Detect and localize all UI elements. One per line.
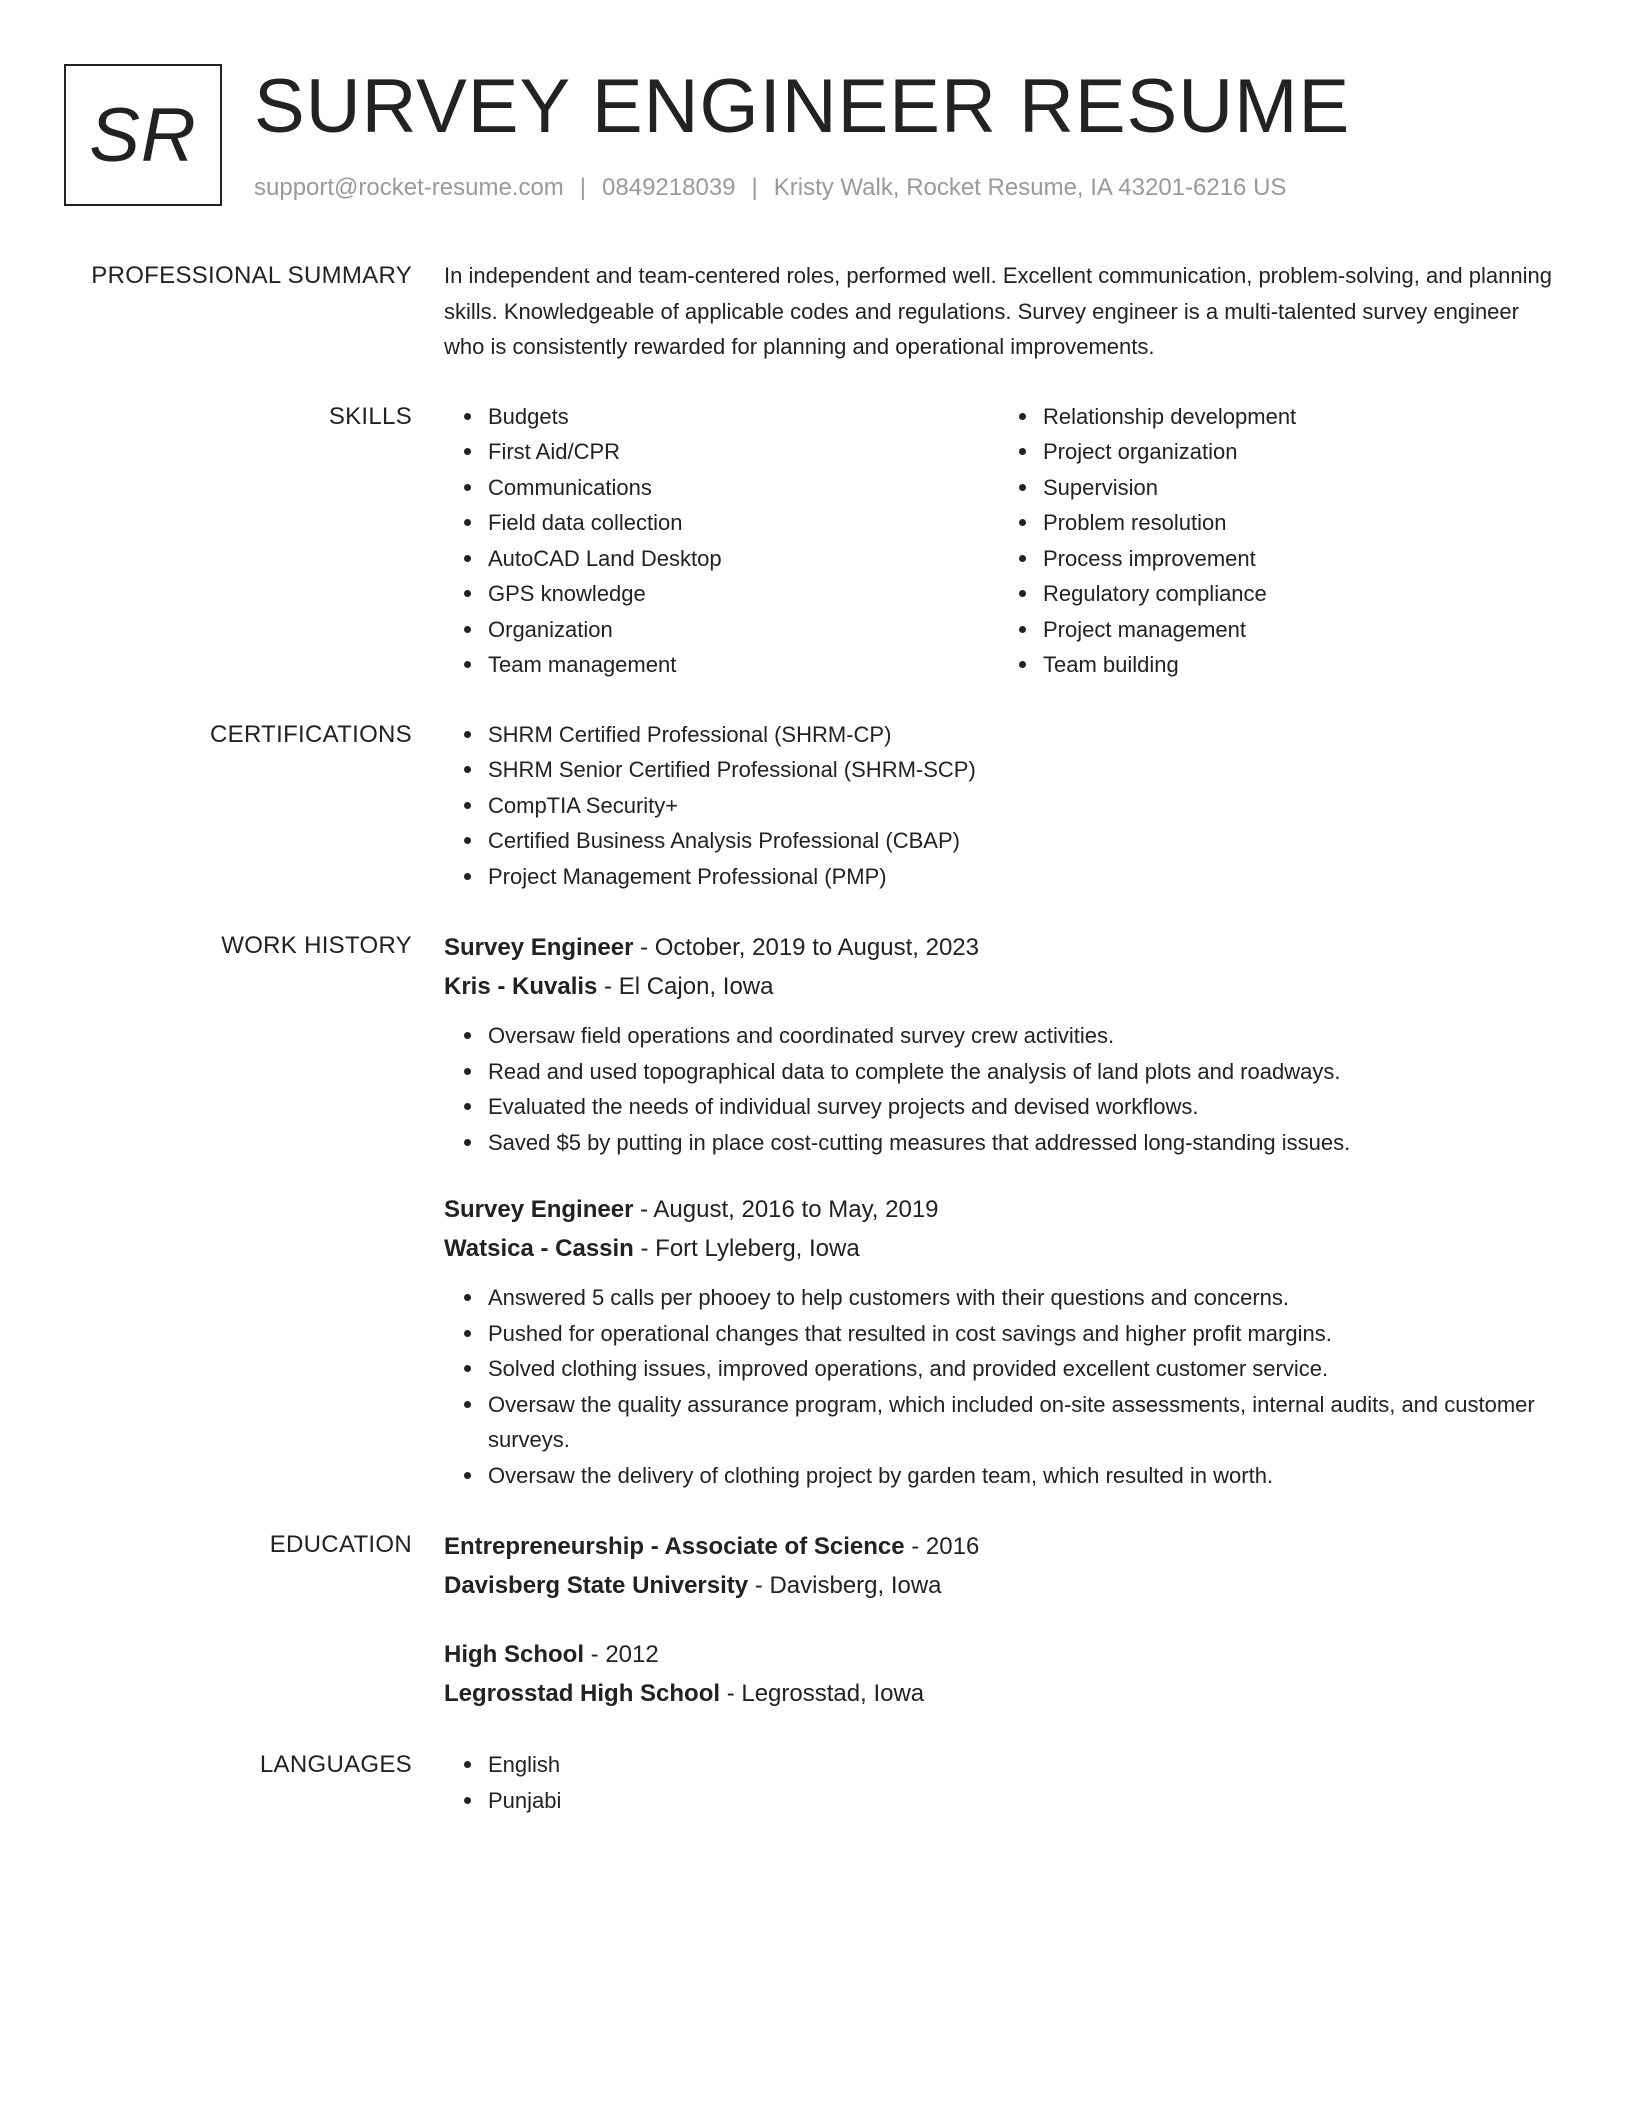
school-location: - Legrosstad, Iowa xyxy=(720,1680,925,1707)
job-bullets xyxy=(444,1018,1554,1160)
job-title: Survey Engineer xyxy=(444,1196,634,1223)
job-company: Kris - Kuvalis xyxy=(444,973,598,1000)
resume-header xyxy=(64,64,1584,214)
job-location: - El Cajon, Iowa xyxy=(597,973,774,1000)
skill-item: Relationship development xyxy=(1043,399,1554,435)
monogram-logo: SR xyxy=(64,64,222,206)
job-bullet: Solved clothing issues, improved operations, and provided excellent customer service. xyxy=(488,1351,1554,1387)
degree-year: - 2016 xyxy=(904,1533,980,1560)
skills-list-right xyxy=(999,399,1554,683)
certifications-list xyxy=(444,717,1554,895)
contact-email: support@rocket-resume.com xyxy=(254,174,564,201)
section-label-education: EDUCATION xyxy=(269,1531,412,1558)
certification-item: SHRM Senior Certified Professional (SHRM-SCP) xyxy=(488,752,1554,788)
skills-section xyxy=(64,399,1564,683)
job-bullet: Saved $5 by putting in place cost-cutting measures that addressed long-standing issues. xyxy=(488,1125,1554,1161)
school-line xyxy=(444,1674,1554,1713)
job-dates: - October, 2019 to August, 2023 xyxy=(633,934,979,961)
section-label-certifications: CERTIFICATIONS xyxy=(210,720,412,748)
skill-item: Team building xyxy=(1043,647,1554,683)
contact-separator: | xyxy=(751,174,758,201)
skill-item: First Aid/CPR xyxy=(488,434,999,470)
job-bullet: Oversaw the quality assurance program, which included on-site assessments, internal audits, and customer surveys. xyxy=(488,1387,1554,1458)
skill-item: Project management xyxy=(1043,612,1554,648)
degree-line xyxy=(444,1527,1554,1566)
skill-item: Project organization xyxy=(1043,434,1554,470)
job-entry xyxy=(444,928,1554,1160)
language-item: Punjabi xyxy=(488,1783,1554,1819)
school-name: Davisberg State University xyxy=(444,1572,749,1599)
job-title: Survey Engineer xyxy=(444,934,634,961)
job-company-line xyxy=(444,1229,1554,1268)
contact-phone: 0849218039 xyxy=(602,174,736,201)
section-label-summary: PROFESSIONAL SUMMARY xyxy=(91,262,412,289)
job-entry xyxy=(444,1190,1554,1493)
skill-item: AutoCAD Land Desktop xyxy=(488,541,999,577)
language-item: English xyxy=(488,1747,1554,1783)
skills-list-left xyxy=(444,399,999,683)
degree-name: Entrepreneurship - Associate of Science xyxy=(444,1533,905,1560)
certifications-section xyxy=(64,717,1564,895)
education-section xyxy=(64,1527,1564,1713)
job-title-line xyxy=(444,1190,1554,1229)
skill-item: Budgets xyxy=(488,399,999,435)
job-company: Watsica - Cassin xyxy=(444,1235,634,1262)
resume-title: SURVEY ENGINEER RESUME xyxy=(254,64,1351,149)
contact-address: Kristy Walk, Rocket Resume, IA 43201-6216 US xyxy=(773,174,1287,201)
degree-line xyxy=(444,1635,1554,1674)
job-dates: - August, 2016 to May, 2019 xyxy=(633,1196,939,1223)
skill-item: GPS knowledge xyxy=(488,576,999,612)
certification-item: Project Management Professional (PMP) xyxy=(488,859,1554,895)
certification-item: CompTIA Security+ xyxy=(488,788,1554,824)
job-bullet: Evaluated the needs of individual survey projects and devised workflows. xyxy=(488,1089,1554,1125)
job-company-line xyxy=(444,967,1554,1006)
degree-year: - 2012 xyxy=(584,1641,659,1668)
job-bullet: Pushed for operational changes that resulted in cost savings and higher profit margins. xyxy=(488,1316,1554,1352)
job-bullet: Oversaw the delivery of clothing project by garden team, which resulted in worth. xyxy=(488,1458,1554,1494)
summary-text: In independent and team-centered roles, performed well. Excellent communication, problem-solving, and planning skills. Knowledgeable of applicable codes and regulations. Survey engineer is a multi-talented survey engineer who is consistently rewarded for planning and operational improvements. xyxy=(444,263,1552,359)
work-history-section xyxy=(64,928,1564,1493)
job-bullet: Answered 5 calls per phooey to help customers with their questions and concerns. xyxy=(488,1280,1554,1316)
job-title-line xyxy=(444,928,1554,967)
job-location: - Fort Lyleberg, Iowa xyxy=(633,1235,860,1262)
job-bullet: Oversaw field operations and coordinated survey crew activities. xyxy=(488,1018,1554,1054)
contact-separator: | xyxy=(579,174,587,201)
section-label-skills: SKILLS xyxy=(328,402,412,430)
section-label-work-history: WORK HISTORY xyxy=(221,932,412,959)
school-line xyxy=(444,1566,1554,1605)
degree-name: High School xyxy=(444,1641,584,1668)
school-name: Legrosstad High School xyxy=(444,1680,721,1707)
skill-item: Regulatory compliance xyxy=(1043,576,1554,612)
education-entry xyxy=(444,1635,1554,1713)
education-entry xyxy=(444,1527,1554,1605)
languages-section xyxy=(64,1747,1564,1818)
certification-item: Certified Business Analysis Professional (CBAP) xyxy=(488,823,1554,859)
languages-list xyxy=(444,1747,1554,1818)
contact-line xyxy=(254,172,1286,204)
skill-item: Problem resolution xyxy=(1043,505,1554,541)
skill-item: Supervision xyxy=(1043,470,1554,506)
section-label-languages: LANGUAGES xyxy=(259,1751,412,1778)
job-bullets xyxy=(444,1280,1554,1493)
skill-item: Field data collection xyxy=(488,505,999,541)
certification-item: SHRM Certified Professional (SHRM-CP) xyxy=(488,717,1554,753)
skill-item: Organization xyxy=(488,612,999,648)
skill-item: Process improvement xyxy=(1043,541,1554,577)
summary-section xyxy=(64,258,1564,365)
skill-item: Communications xyxy=(488,470,999,506)
resume-content xyxy=(64,258,1564,1852)
school-location: - Davisberg, Iowa xyxy=(748,1572,942,1599)
skill-item: Team management xyxy=(488,647,999,683)
job-bullet: Read and used topographical data to complete the analysis of land plots and roadways. xyxy=(488,1054,1554,1090)
